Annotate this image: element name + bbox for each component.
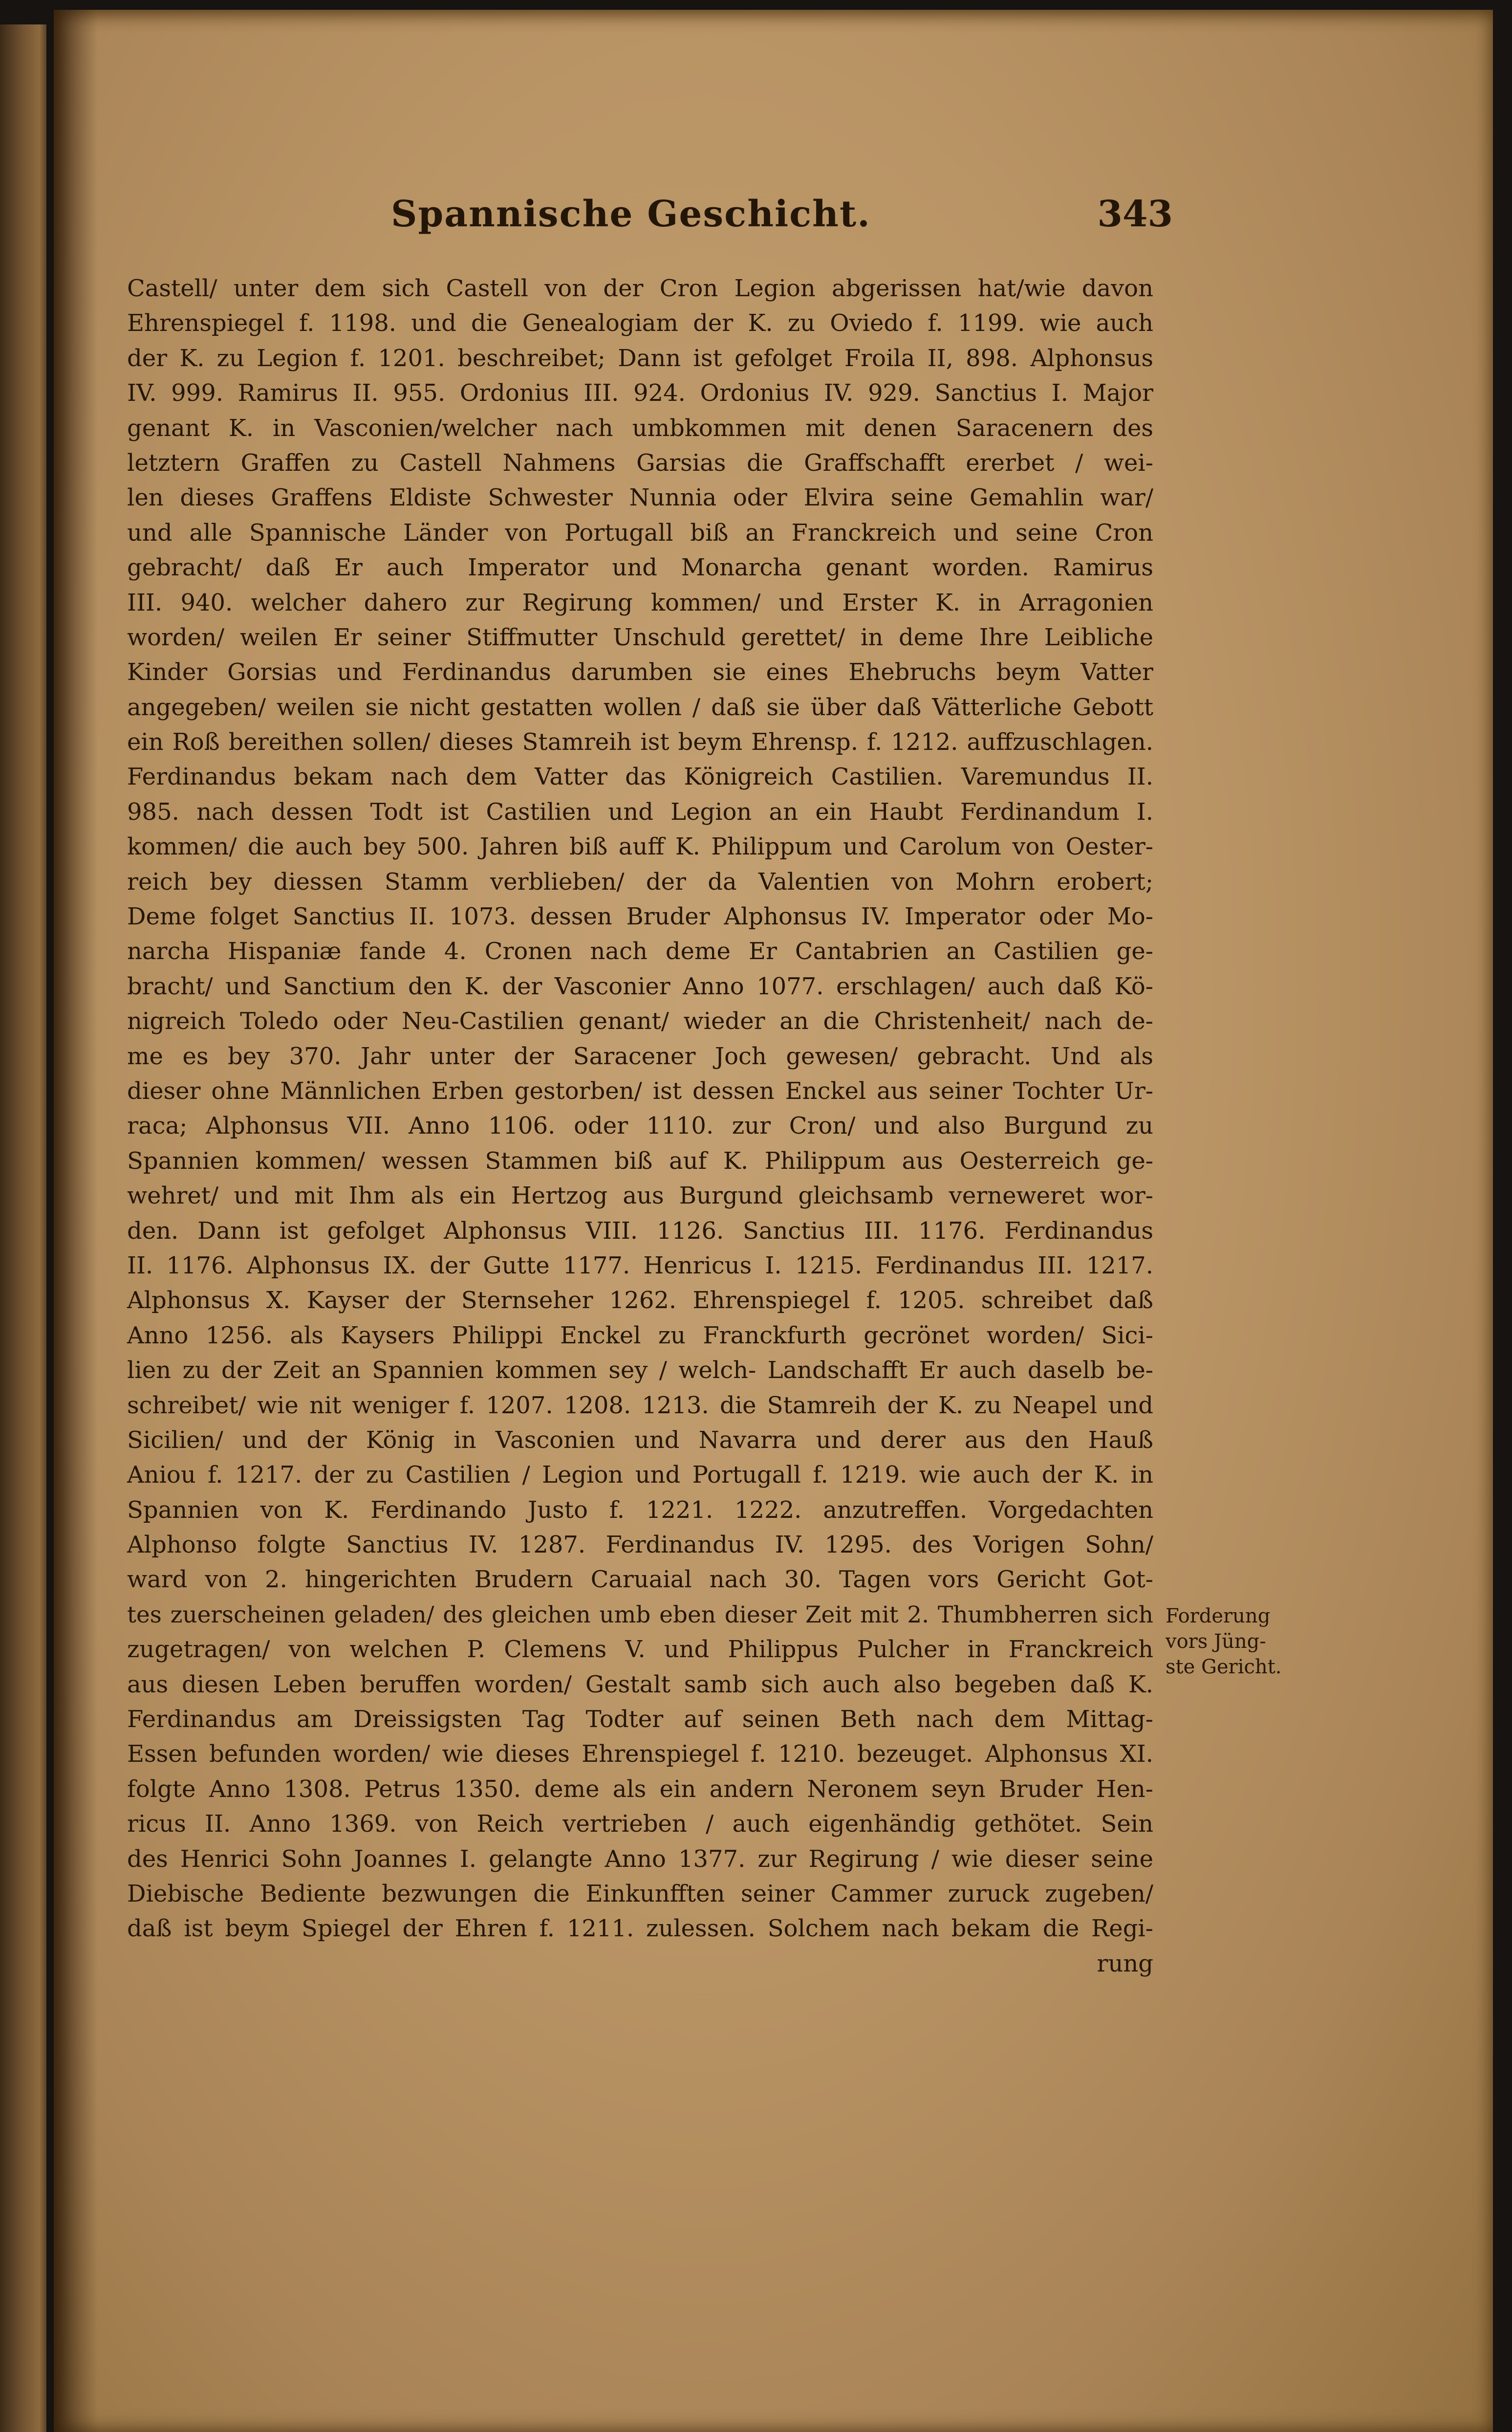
text-line: letztern Graffen zu Castell Nahmens Garsias die Graffschafft ererbet / wei- bbox=[127, 449, 1153, 477]
text-line: Sicilien/ und der König in Vasconien und Navarra und derer aus den Hauß bbox=[127, 1426, 1153, 1454]
previous-page-edge bbox=[0, 24, 46, 2432]
marginal-note-line: ste Gericht. bbox=[1166, 1656, 1282, 1678]
text-line: bracht/ und Sanctium den K. der Vasconier Anno 1077. erschlagen/ auch daß Kö- bbox=[127, 972, 1153, 1000]
text-line: Deme folget Sanctius II. 1073. dessen Bruder Alphonsus IV. Imperator oder Mo- bbox=[127, 903, 1153, 931]
text-line: kommen/ die auch bey 500. Jahren biß auff K. Philippum und Carolum von Oester- bbox=[127, 833, 1153, 861]
text-line: worden/ weilen Er seiner Stiffmutter Unschuld gerettet/ in deme Ihre Leibliche bbox=[127, 623, 1153, 651]
page-number: 343 bbox=[1097, 193, 1173, 235]
text-line: schreibet/ wie nit weniger f. 1207. 1208. 1213. die Stamreih der K. zu Neapel und bbox=[127, 1391, 1153, 1419]
text-line: reich bey diessen Stamm verblieben/ der da Valentien von Mohrn erobert; bbox=[127, 868, 1153, 896]
marginal-note-line: vors Jüng- bbox=[1166, 1630, 1266, 1653]
text-line: lien zu der Zeit an Spannien kommen sey / welch- Landschafft Er auch daselb be- bbox=[127, 1357, 1153, 1384]
text-line: II. 1176. Alphonsus IX. der Gutte 1177. Henricus I. 1215. Ferdinandus III. 1217. bbox=[127, 1251, 1153, 1279]
text-line: Spannien kommen/ wessen Stammen biß auf K. Philippum aus Oesterreich ge- bbox=[127, 1147, 1153, 1175]
text-line: daß ist beym Spiegel der Ehren f. 1211. zulessen. Solchem nach bekam die Regi- bbox=[127, 1915, 1153, 1943]
text-line: Castell/ unter dem sich Castell von der Cron Legion abgerissen hat/wie davon bbox=[127, 275, 1153, 302]
text-line: Ferdinandus am Dreissigsten Tag Todter auf seinen Beth nach dem Mittag- bbox=[127, 1706, 1153, 1733]
text-line: und alle Spannische Länder von Portugall biß an Franckreich und seine Cron bbox=[127, 519, 1153, 547]
text-line: angegeben/ weilen sie nicht gestatten wollen / daß sie über daß Vätterliche Gebott bbox=[127, 693, 1153, 721]
text-line: Alphonso folgte Sanctius IV. 1287. Ferdinandus IV. 1295. des Vorigen Sohn/ bbox=[127, 1531, 1153, 1559]
text-line: genant K. in Vasconien/welcher nach umbkommen mit denen Saracenern des bbox=[127, 414, 1153, 442]
text-line: 985. nach dessen Todt ist Castilien und Legion an ein Haubt Ferdinandum I. bbox=[127, 798, 1153, 826]
text-line: gebracht/ daß Er auch Imperator und Monarcha genant worden. Ramirus bbox=[127, 554, 1153, 582]
text-line: len dieses Graffens Eldiste Schwester Nunnia oder Elvira seine Gemahlin war/ bbox=[127, 484, 1153, 512]
text-line: Anno 1256. als Kaysers Philippi Enckel zu Franckfurth gecrönet worden/ Sici- bbox=[127, 1321, 1153, 1349]
spine-shadow bbox=[54, 10, 98, 2432]
text-line: ward von 2. hingerichten Brudern Caruaial nach 30. Tagen vors Gericht Got- bbox=[127, 1566, 1153, 1594]
text-line: Aniou f. 1217. der zu Castilien / Legion und Portugall f. 1219. wie auch der K. in bbox=[127, 1461, 1153, 1489]
page-header bbox=[391, 193, 1173, 257]
text-line: aus diesen Leben beruffen worden/ Gestalt samb sich auch also begeben daß K. bbox=[127, 1670, 1153, 1698]
catchword: rung bbox=[1097, 1950, 1153, 1977]
text-line: Ferdinandus bekam nach dem Vatter das Königreich Castilien. Varemundus II. bbox=[127, 763, 1153, 791]
text-line: III. 940. welcher dahero zur Regirung kommen/ und Erster K. in Arragonien bbox=[127, 589, 1153, 616]
text-line: ein Roß bereithen sollen/ dieses Stamreih ist beym Ehrensp. f. 1212. auffzuschlagen. bbox=[127, 728, 1153, 756]
text-line: me es bey 370. Jahr unter der Saracener Joch gewesen/ gebracht. Und als bbox=[127, 1042, 1153, 1070]
text-line: IV. 999. Ramirus II. 955. Ordonius III. 924. Ordonius IV. 929. Sanctius I. Major bbox=[127, 379, 1153, 407]
text-line: des Henrici Sohn Joannes I. gelangte Anno 1377. zur Regirung / wie dieser seine bbox=[127, 1845, 1153, 1873]
text-line: Alphonsus X. Kayser der Sternseher 1262. Ehrenspiegel f. 1205. schreibet daß bbox=[127, 1287, 1153, 1315]
text-line: wehret/ und mit Ihm als ein Hertzog aus Burgund gleichsamb verneweret wor- bbox=[127, 1182, 1153, 1210]
body-text bbox=[127, 271, 1153, 1981]
text-line: folgte Anno 1308. Petrus 1350. deme als ein andern Neronem seyn Bruder Hen- bbox=[127, 1775, 1153, 1803]
text-line: Essen befunden worden/ wie dieses Ehrenspiegel f. 1210. bezeuget. Alphonsus XI. bbox=[127, 1740, 1153, 1768]
marginal-note-line: Forderung bbox=[1166, 1605, 1271, 1627]
text-line: den. Dann ist gefolget Alphonsus VIII. 1126. Sanctius III. 1176. Ferdinandus bbox=[127, 1217, 1153, 1245]
text-line: tes zuerscheinen geladen/ des gleichen umb eben dieser Zeit mit 2. Thumbherren sich bbox=[127, 1601, 1153, 1628]
text-line: ricus II. Anno 1369. von Reich vertrieben / auch eigenhändig gethötet. Sein bbox=[127, 1810, 1153, 1838]
text-line: dieser ohne Männlichen Erben gestorben/ ist dessen Enckel aus seiner Tochter Ur- bbox=[127, 1077, 1153, 1105]
marginal-note bbox=[1166, 1603, 1312, 1680]
text-line: zugetragen/ von welchen P. Clemens V. und Philippus Pulcher in Franckreich bbox=[127, 1636, 1153, 1664]
text-line: Diebische Bediente bezwungen die Einkunfften seiner Cammer zuruck zugeben/ bbox=[127, 1880, 1153, 1907]
running-title: Spannische Geschicht. bbox=[391, 193, 871, 235]
text-line: der K. zu Legion f. 1201. beschreibet; Dann ist gefolget Froila II, 898. Alphonsus bbox=[127, 344, 1153, 372]
text-line: nigreich Toledo oder Neu-Castilien genant/ wieder an die Christenheit/ nach de- bbox=[127, 1008, 1153, 1035]
text-line: Ehrenspiegel f. 1198. und die Genealogiam der K. zu Oviedo f. 1199. wie auch bbox=[127, 309, 1153, 337]
text-line: Spannien von K. Ferdinando Justo f. 1221. 1222. anzutreffen. Vorgedachten bbox=[127, 1496, 1153, 1524]
text-line: Kinder Gorsias und Ferdinandus darumben sie eines Ehebruchs beym Vatter bbox=[127, 658, 1153, 686]
text-line: raca; Alphonsus VII. Anno 1106. oder 1110. zur Cron/ und also Burgund zu bbox=[127, 1112, 1153, 1140]
text-line: narcha Hispaniæ fande 4. Cronen nach deme Er Cantabrien an Castilien ge- bbox=[127, 938, 1153, 965]
